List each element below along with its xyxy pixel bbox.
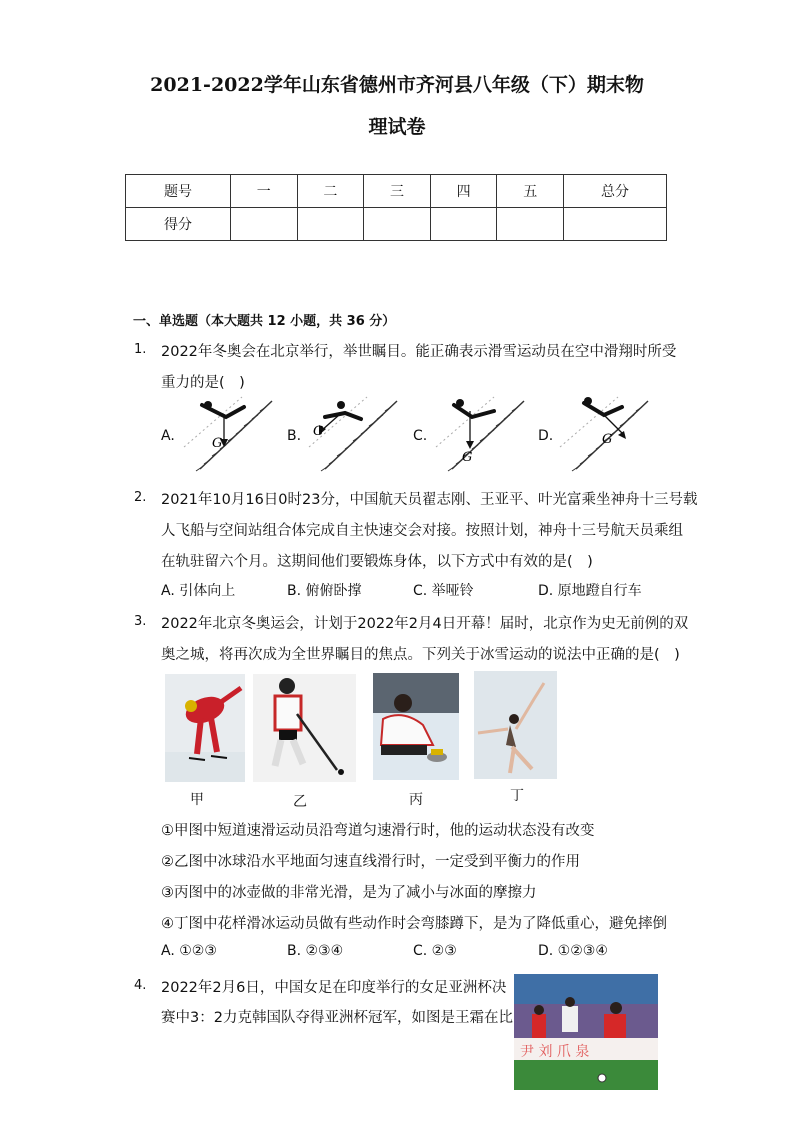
question-text: 2022年北京冬奥运会，计划于2022年2月4日开幕！届时，北京作为史无前例的双 — [161, 616, 689, 632]
skier-figure-b — [305, 395, 405, 473]
score-input-cell[interactable] — [364, 208, 431, 241]
table-cell: 总分 — [564, 175, 667, 208]
skier-figure-d — [556, 395, 656, 473]
statement: ④丁图中花样滑冰运动员做有些动作时会弯膝蹲下，是为了降低重心，避免摔倒 — [161, 916, 667, 932]
page-title-line1: 2021-2022学年山东省德州市齐河县八年级（下）期末物 — [150, 74, 644, 96]
table-cell: 五 — [497, 175, 564, 208]
score-table — [125, 174, 667, 241]
svg-text:G: G — [313, 424, 324, 439]
question-text: 重力的是( ) — [161, 375, 245, 391]
table-cell: 四 — [430, 175, 497, 208]
speed-skater-photo — [165, 674, 245, 782]
figure-skater-photo — [474, 671, 557, 779]
question-text: 人飞船与空间站组合体完成自主快速交会对接。按照计划，神舟十三号航天员乘组 — [161, 523, 683, 539]
svg-text:G: G — [602, 432, 613, 447]
score-input-cell[interactable] — [231, 208, 298, 241]
table-row — [126, 175, 667, 208]
soccer-photo — [514, 974, 658, 1090]
question-text: 2022年2月6日，中国女足在印度举行的女足亚洲杯决 — [161, 980, 507, 996]
svg-text:尹 刘 爪 泉: 尹 刘 爪 泉 — [520, 1044, 590, 1060]
section-heading: 一、单选题（本大题共 12 小题，共 36 分） — [133, 314, 396, 329]
photo-caption: 丙 — [409, 792, 423, 808]
option-d[interactable]: D. 原地蹬自行车 — [538, 583, 642, 599]
option-a[interactable]: A. 引体向上 — [161, 583, 236, 599]
skier-figure-c — [432, 395, 532, 473]
question-number: 2. — [134, 490, 147, 505]
curling-photo — [373, 673, 459, 780]
score-input-cell[interactable] — [297, 208, 364, 241]
option-c[interactable]: C. 举哑铃 — [413, 583, 474, 599]
option-label[interactable]: A. — [161, 428, 175, 444]
question-text: 奥之城，将再次成为全世界瞩目的焦点。下列关于冰雪运动的说法中正确的是( ) — [161, 647, 680, 663]
photo-caption: 甲 — [190, 792, 204, 808]
option-c[interactable]: C. ②③ — [413, 943, 457, 959]
table-cell: 题号 — [126, 175, 231, 208]
score-input-cell[interactable] — [564, 208, 667, 241]
svg-text:G: G — [462, 450, 473, 465]
score-input-cell[interactable] — [430, 208, 497, 241]
page-title-line2: 理试卷 — [368, 116, 426, 138]
skier-figure-a — [180, 395, 280, 473]
score-input-cell[interactable] — [497, 208, 564, 241]
table-cell: 得分 — [126, 208, 231, 241]
question-text: 赛中3：2力克韩国队夺得亚洲杯冠军，如图是王霜在比 — [161, 1010, 513, 1026]
question-text: 在轨驻留六个月。这期间他们要锻炼身体，以下方式中有效的是( ) — [161, 554, 593, 570]
table-cell: 一 — [231, 175, 298, 208]
statement: ②乙图中冰球沿水平地面匀速直线滑行时，一定受到平衡力的作用 — [161, 854, 580, 870]
question-number: 3. — [134, 614, 147, 629]
option-a[interactable]: A. ①②③ — [161, 943, 217, 959]
question-number: 4. — [134, 978, 147, 993]
option-b[interactable]: B. ②③④ — [287, 943, 344, 959]
statement: ③丙图中的冰壶做的非常光滑，是为了减小与冰面的摩擦力 — [161, 885, 537, 901]
question-text: 2021年10月16日0时23分，中国航天员翟志刚、王亚平、叶光富乘坐神舟十三号载 — [161, 492, 698, 508]
option-label[interactable]: C. — [413, 428, 428, 444]
photo-caption: 丁 — [510, 788, 524, 804]
option-d[interactable]: D. ①②③④ — [538, 943, 608, 959]
option-label[interactable]: B. — [287, 428, 302, 444]
svg-text:G: G — [212, 436, 223, 451]
option-label[interactable]: D. — [538, 428, 554, 444]
question-number: 1. — [134, 342, 147, 357]
statement: ①甲图中短道速滑运动员沿弯道匀速滑行时，他的运动状态没有改变 — [161, 823, 595, 839]
photo-caption: 乙 — [293, 794, 307, 810]
table-cell: 二 — [297, 175, 364, 208]
ice-hockey-photo — [253, 674, 356, 782]
table-cell: 三 — [364, 175, 431, 208]
table-row — [126, 208, 667, 241]
question-text: 2022年冬奥会在北京举行，举世瞩目。能正确表示滑雪运动员在空中滑翔时所受 — [161, 344, 677, 360]
option-b[interactable]: B. 俯俯卧撑 — [287, 583, 362, 599]
